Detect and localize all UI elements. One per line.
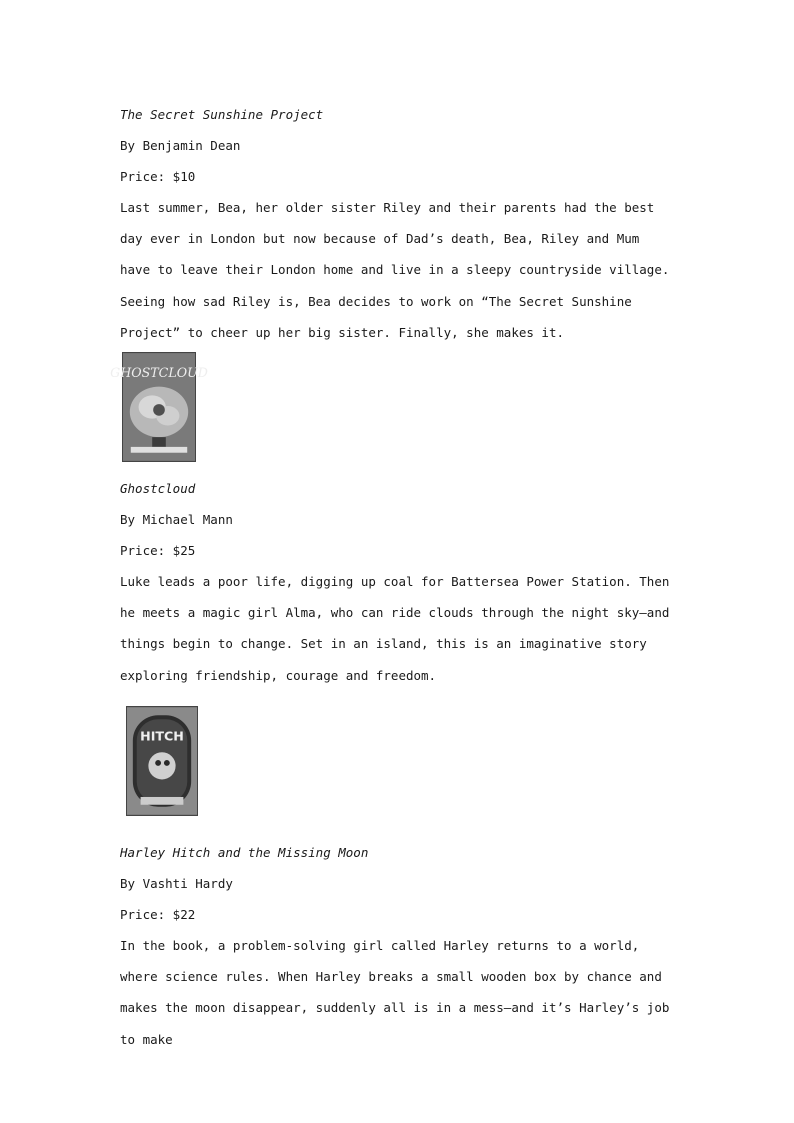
ghostcloud-cover-art [110, 353, 208, 461]
book-author: By Vashti Hardy [120, 876, 233, 891]
book-entry [120, 99, 680, 348]
book-entry [120, 837, 680, 1055]
book-cover-image [110, 352, 208, 462]
cover-title-text: GHOSTCLOUD [110, 364, 208, 380]
book-description: Luke leads a poor life, digging up coal for Battersea Power Station. Then he meets a magic girl Alma, who can ride clouds through the night sky—and things begin to change. Set in an island, this is an imaginative story exploring friendship, courage and freedom. [120, 574, 670, 683]
book-entry [120, 473, 680, 691]
book-title: Harley Hitch and the Missing Moon [120, 845, 369, 860]
book-description: In the book, a problem-solving girl called Harley returns to a world, where science rules. When Harley breaks a small wooden box by chance and makes the moon disappear, suddenly all is in a mess—and it’s Harley’s job to make [120, 938, 670, 1047]
book-price: Price: $25 [120, 543, 196, 558]
book-price: Price: $10 [120, 169, 196, 184]
harley-hitch-cover-art [127, 707, 197, 815]
book-title: Ghostcloud [120, 481, 196, 496]
book-cover-image [126, 706, 198, 816]
book-price: Price: $22 [120, 907, 196, 922]
book-author: By Michael Mann [120, 512, 233, 527]
book-author: By Benjamin Dean [120, 138, 241, 153]
book-description: Last summer, Bea, her older sister Riley and their parents had the best day ever in London but now because of Dad’s death, Bea, Riley and Mum have to leave their London home and live in a sleepy countryside village. Seeing how sad Riley is, Bea decides to work on “The Secret Sunshine Project” to cheer up her big sister. Finally, she makes it. [120, 200, 670, 340]
book-title: The Secret Sunshine Project [120, 107, 324, 122]
cover-title-text: HITCH [140, 728, 184, 744]
